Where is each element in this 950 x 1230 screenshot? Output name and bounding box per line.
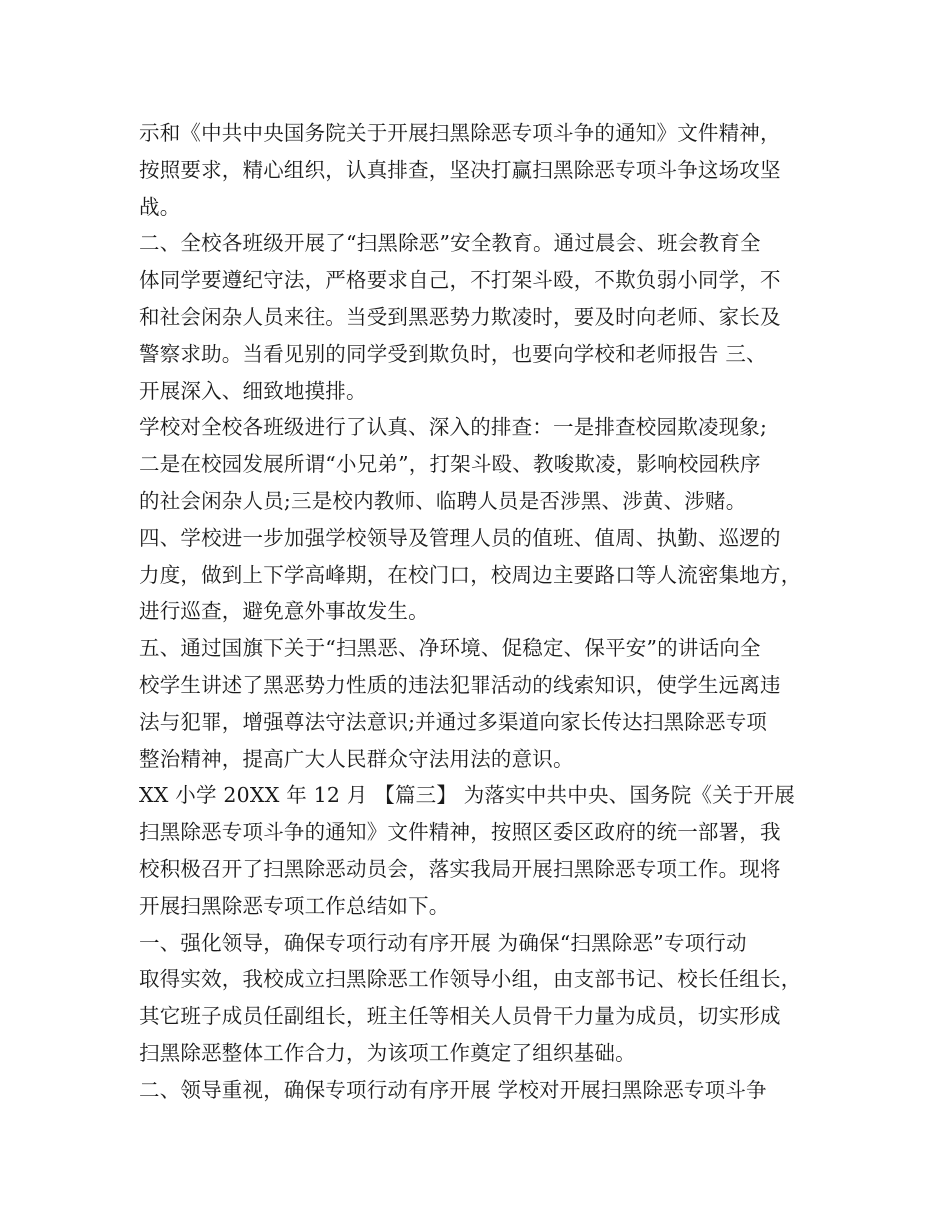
text-line: 其它班子成员任副组长，班主任等相关人员骨干力量为成员，切实形成 <box>139 1004 781 1029</box>
text-line: 和社会闲杂人员来往。当受到黑恶势力欺凌时，要及时向老师、家长及 <box>139 304 781 329</box>
text-line: 校学生讲述了黑恶势力性质的违法犯罪活动的线索知识，使学生远离违 <box>139 672 781 697</box>
text-line: 一、强化领导，确保专项行动有序开展 为确保“扫黑除恶”专项行动 <box>139 930 747 955</box>
text-line: 体同学要遵纪守法，严格要求自己，不打架斗殴，不欺负弱小同学，不 <box>139 268 781 293</box>
text-line: 二、领导重视，确保专项行动有序开展 学校对开展扫黑除恶专项斗争 <box>139 1077 767 1102</box>
text-line: 取得实效，我校成立扫黑除恶工作领导小组，由支部书记、校长任组长， <box>139 967 802 992</box>
text-line: 示和《中共中央国务院关于开展扫黑除恶专项斗争的通知》文件精神， <box>139 121 781 145</box>
text-line: 学校对全校各班级进行了认真、深入的排查：一是排查校园欺凌现象; <box>139 415 768 440</box>
text-line: 开展深入、细致地摸排。 <box>139 378 367 403</box>
text-line: 法与犯罪，增强尊法守法意识;并通过多渠道向家长传达扫黑除恶专项 <box>139 709 768 734</box>
text-line: 开展扫黑除恶专项工作总结如下。 <box>139 893 450 918</box>
document-body <box>139 115 829 1109</box>
text-line: XX 小学 20XX 年 12 月 【篇三】 为落实中共中央、国务院《关于开展 <box>139 783 795 808</box>
text-line: 扫黑除恶专项斗争的通知》文件精神，按照区委区政府的统一部署，我 <box>139 820 781 845</box>
text-line: 警察求助。当看见别的同学受到欺负时，也要向学校和老师报告 三、 <box>139 341 767 366</box>
text-line: 力度，做到上下学高峰期，在校门口，校周边主要路口等人流密集地方， <box>139 562 802 587</box>
text-line: 扫黑除恶整体工作合力，为该项工作奠定了组织基础。 <box>139 1040 636 1065</box>
text-line: 按照要求，精心组织，认真排查，坚决打赢扫黑除恶专项斗争这场攻坚 <box>139 157 781 182</box>
text-line: 四、学校进一步加强学校领导及管理人员的值班、值周、执勤、巡逻的 <box>139 525 781 550</box>
text-line: 二、全校各班级开展了“扫黑除恶”安全教育。通过晨会、班会教育全 <box>139 231 761 256</box>
text-line: 五、通过国旗下关于“扫黑恶、净环境、促稳定、保平安”的讲话向全 <box>139 636 761 661</box>
text-line: 进行巡查，避免意外事故发生。 <box>139 599 429 624</box>
text-line: 校积极召开了扫黑除恶动员会，落实我局开展扫黑除恶专项工作。现将 <box>139 856 781 881</box>
text-line: 整治精神，提高广大人民群众守法用法的意识。 <box>139 746 574 771</box>
text-line: 的社会闲杂人员;三是校内教师、临聘人员是否涉黑、涉黄、涉赌。 <box>139 488 747 513</box>
text-line: 二是在校园发展所谓“小兄弟”，打架斗殴、教唆欺凌，影响校园秩序 <box>139 452 761 477</box>
text-line: 战。 <box>139 194 181 219</box>
